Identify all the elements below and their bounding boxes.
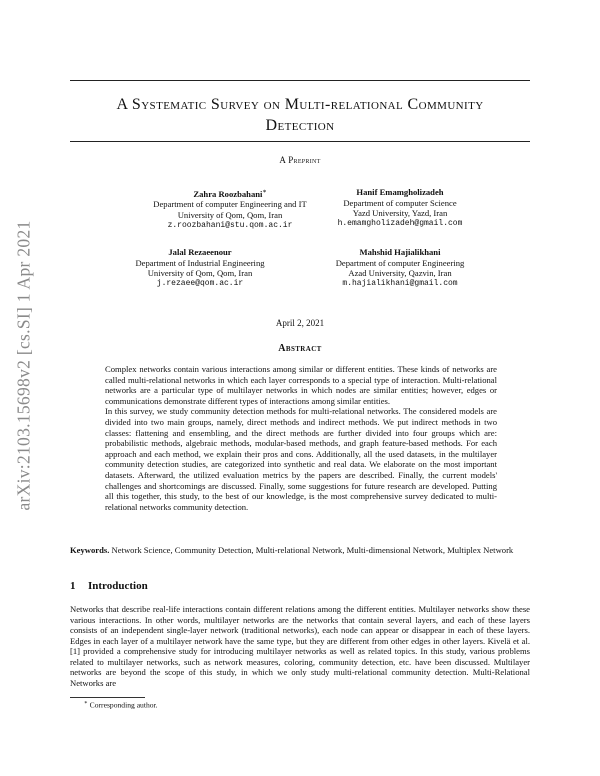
section-number: 1: [70, 580, 76, 592]
abstract-paragraph-2: In this survey, we study community detection methods for multi-relational networks. The considered models are divided into two main groups, namely, direct methods and indirect methods. We put indirect methods in two classes: flattening and ensembling, and the direct methods are further divided into four groups which are: probabilistic methods, algebraic methods, modular-based methods, and graph feature-based methods. For each approach and each method, we explain their pros and cons. Additionally, all the used datasets, in the multilayer community detection studies, are categorized into synthetic and real data. We elaborate on the most important datasets. Afterward, the utilized evaluation metrics by the papers are described. Finally, the current models' challenges and shortcomings are discussed. Finally, some suggestions for future research are developed. Putting all this together, this study, to the best of our knowledge, is the most comprehensive survey dedicated to multi-relational networks community detection.: [105, 406, 497, 512]
paper-title: [70, 94, 530, 136]
footnote-text: Corresponding author.: [89, 700, 158, 710]
author-email: m.hajialikhani@gmail.com: [342, 278, 458, 288]
title-line-2: Detection: [265, 117, 335, 134]
footnote-rule: [70, 697, 145, 698]
title-top-rule: [70, 80, 530, 81]
author-email: h.emamgholizadeh@gmail.com: [337, 218, 463, 228]
corresponding-author-mark: ∗: [262, 189, 267, 195]
footnote: [84, 700, 158, 710]
author-affiliation: University of Qom, Qom, Iran: [147, 268, 253, 279]
author-name: Jalal Rezaeenour: [168, 247, 232, 257]
abstract-heading: Abstract: [278, 343, 322, 354]
arxiv-identifier-stamp: [7, 200, 41, 530]
author-department: Department of Industrial Engineering: [135, 257, 265, 268]
keywords-label: Keywords.: [70, 545, 110, 555]
author-name: Mahshid Hajialikhani: [359, 247, 441, 257]
section-title: Introduction: [88, 580, 148, 592]
author-affiliation: Yazd University, Yazd, Iran: [352, 208, 448, 219]
author-affiliation: Azad University, Qazvin, Iran: [348, 268, 452, 279]
author-department: Department of computer Engineering and IT: [153, 199, 307, 210]
author-block: [280, 247, 520, 289]
author-department: Department of computer Science: [343, 197, 457, 208]
title-line-1: A Systematic Survey on Multi-relational Community: [116, 96, 484, 113]
author-email: j.rezaee@qom.ac.ir: [156, 278, 244, 288]
author-name: Hanif Emamgholizadeh: [356, 187, 444, 197]
footnote-mark: ∗: [84, 700, 88, 706]
arxiv-identifier-text: arXiv:2103.15698v2 [cs.SI] 1 Apr 2021: [13, 219, 34, 511]
author-department: Department of computer Engineering: [335, 257, 465, 268]
section-heading-introduction: [70, 580, 148, 592]
author-name: Zahra Roozbahani∗: [193, 188, 267, 199]
author-email: z.roozbahani@stu.qom.ac.ir: [167, 220, 293, 230]
introduction-paragraph: Networks that describe real-life interactions contain different relations among the different entities. Multilayer networks show these various interactions. In other words, multilayer networks are the networks that contain several layers, and each of these layers consists of an independent single-layer network (traditional networks), each node can appear or disappear in each of these layers. Edges in each layer of a multilayer network have the same type, but they are different from other edges in other layers. Kivelä et al. [1] provided a comprehensive study for introducing multilayer networks as well as related topics. In this study, various problems related to multilayer networks, such as network measures, coloring, community detection, etc. have been discussed. Multilayer networks are beyond the scope of this study, in which we only study multi-relational community detection. Multi-Relational Networks are: [70, 604, 530, 688]
abstract-body: [105, 364, 497, 512]
keywords: [70, 545, 530, 556]
publication-date: April 2, 2021: [275, 318, 325, 328]
keywords-text: Network Science, Community Detection, Multi-relational Network, Multi-dimensional Network, Multiplex Network: [111, 545, 514, 555]
abstract-paragraph-1: Complex networks contain various interactions among similar or different entities. These kinds of networks are called multi-relational networks in which each layer corresponds to a special type of interaction. Multi-relational networks are a particular type of multilayer networks in which nodes are similar entities; however, edges or communications demonstrate different types of interactions among similar entities.: [105, 364, 497, 406]
title-bottom-rule: [70, 141, 530, 142]
author-affiliation: University of Qom, Qom, Iran: [177, 210, 283, 221]
preprint-label: A Preprint: [279, 155, 321, 165]
introduction-body: [70, 604, 530, 688]
author-block: [280, 187, 520, 229]
